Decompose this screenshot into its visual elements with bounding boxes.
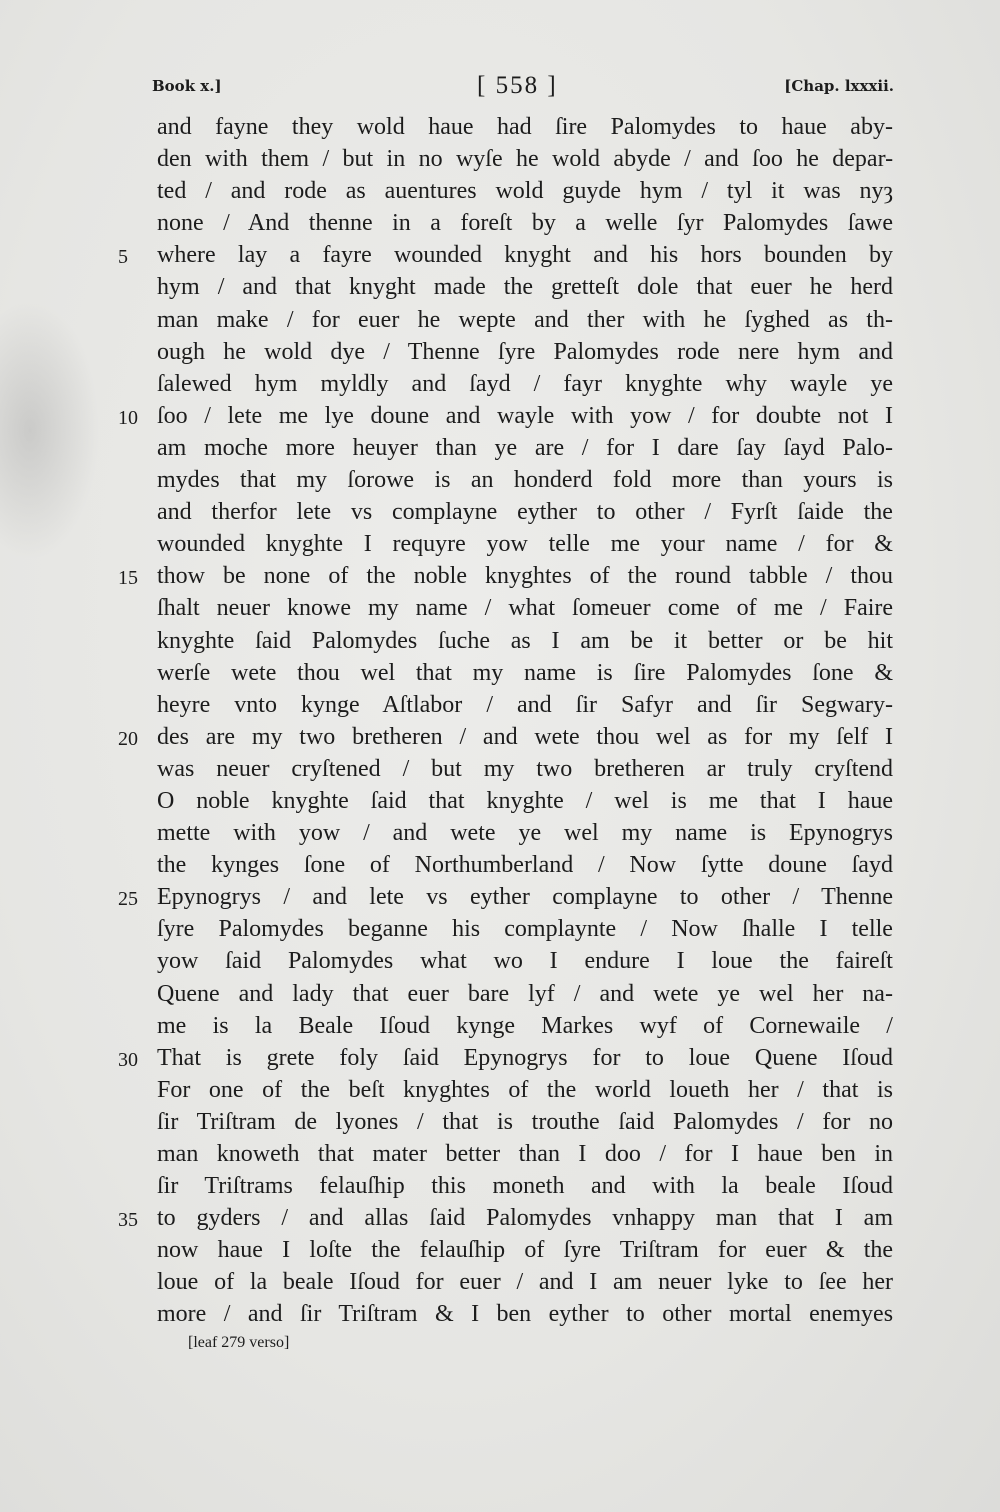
line-text: ſhalt neuer knowe my name / what ſomeuer come of me / Faire bbox=[157, 595, 894, 622]
line-text: none / And thenne in a foreſt by a welle ſyr Palomydes ſawe bbox=[157, 210, 894, 237]
text-line bbox=[0, 1010, 1000, 1042]
line-text: Epynogrys / and lete vs eyther complayne to other / Thenne bbox=[157, 884, 894, 911]
text-line bbox=[0, 400, 1000, 432]
text-line bbox=[0, 881, 1000, 913]
line-text: That is grete foly ſaid Epynogrys for to loue Quene Iſoud bbox=[157, 1044, 893, 1071]
line-text: mette with yow / and wete ye wel my name is Epynogrys bbox=[157, 820, 893, 847]
text-line bbox=[0, 625, 1000, 657]
line-number: 30 bbox=[118, 1048, 138, 1071]
book-label: Book x.] bbox=[152, 77, 222, 95]
leaf-note: [leaf 279 verso] bbox=[188, 1334, 290, 1351]
text-line bbox=[0, 721, 1000, 753]
text-line bbox=[0, 175, 1000, 207]
line-text: hym / and that knyght made the gretteſt dole that euer he herd bbox=[157, 274, 894, 301]
line-text: ſoo / lete me lye doune and wayle with yow / for doubte not I bbox=[157, 402, 893, 429]
text-line bbox=[0, 1106, 1000, 1138]
text-line bbox=[0, 432, 1000, 464]
line-text: wounded knyghte I requyre yow telle me your name / for & bbox=[157, 531, 893, 558]
line-text: mydes that my ſorowe is an honderd fold more than yours is bbox=[157, 467, 893, 494]
text-line bbox=[0, 111, 1000, 143]
line-text: ſir Triſtrams felauſhip this moneth and with la beale Iſoud bbox=[157, 1173, 894, 1200]
body-text bbox=[0, 111, 1000, 1331]
line-text: was neuer cryſtened / but my two bretheren ar truly cryſtend bbox=[157, 755, 894, 782]
line-text: more / and ſir Triſtram & I ben eyther to other mortal enemyes bbox=[157, 1301, 894, 1328]
line-text: ſyre Palomydes beganne his complaynte / Now ſhalle I telle bbox=[157, 916, 893, 943]
text-line bbox=[0, 1074, 1000, 1106]
text-line bbox=[0, 560, 1000, 592]
text-line bbox=[0, 1266, 1000, 1298]
line-text: O noble knyghte ſaid that knyghte / wel is me that I haue bbox=[157, 787, 894, 814]
line-text: ted / and rode as auentures wold guyde hym / tyl it was nyȝ bbox=[157, 178, 894, 205]
line-text: to gyders / and allas ſaid Palomydes vnhappy man that I am bbox=[157, 1205, 894, 1232]
text-line bbox=[0, 336, 1000, 368]
line-text: yow ſaid Palomydes what wo I endure I loue the faireſt bbox=[157, 948, 893, 975]
text-line bbox=[0, 368, 1000, 400]
text-line bbox=[0, 849, 1000, 881]
text-line bbox=[0, 657, 1000, 689]
text-line bbox=[0, 689, 1000, 721]
chapter-label: [Chap. lxxxii. bbox=[784, 77, 894, 95]
text-line bbox=[0, 1170, 1000, 1202]
line-text: For one of the beſt knyghtes of the world loueth her / that is bbox=[157, 1076, 893, 1103]
text-line bbox=[0, 913, 1000, 945]
text-line bbox=[0, 1202, 1000, 1234]
line-text: heyre vnto kynge Aſtlabor / and ſir Safyr and ſir Segwary- bbox=[157, 691, 893, 718]
text-line bbox=[0, 1138, 1000, 1170]
text-line bbox=[0, 464, 1000, 496]
text-line bbox=[0, 496, 1000, 528]
line-number: 15 bbox=[118, 567, 138, 590]
text-line bbox=[0, 207, 1000, 239]
line-text: loue of la beale Iſoud for euer / and I am neuer lyke to ſee her bbox=[157, 1269, 893, 1296]
line-text: ough he wold dye / Thenne ſyre Palomydes rode nere hym and bbox=[157, 338, 894, 365]
text-line bbox=[0, 304, 1000, 336]
line-text: me is la Beale Iſoud kynge Markes wyf of Cornewaile / bbox=[157, 1012, 893, 1039]
line-number: 10 bbox=[118, 406, 138, 429]
text-line bbox=[0, 239, 1000, 271]
page-number: [ 558 ] bbox=[477, 72, 558, 99]
text-line bbox=[0, 271, 1000, 303]
line-number: 20 bbox=[118, 727, 138, 750]
text-line bbox=[0, 528, 1000, 560]
line-number: 5 bbox=[118, 246, 128, 269]
line-text: man make / for euer he wepte and ther with he ſyghed as th- bbox=[157, 306, 893, 333]
line-text: the kynges ſone of Northumberland / Now ſytte doune ſayd bbox=[157, 852, 893, 879]
text-line bbox=[0, 1234, 1000, 1266]
text-line bbox=[0, 753, 1000, 785]
line-text: den with them / but in no wyſe he wold abyde / and ſoo he depar- bbox=[157, 146, 894, 173]
text-line bbox=[0, 592, 1000, 624]
line-text: thow be none of the noble knyghtes of the round tabble / thou bbox=[157, 563, 893, 590]
line-text: where lay a fayre wounded knyght and his hors bounden by bbox=[157, 242, 893, 269]
line-text: and therfor lete vs complayne eyther to other / Fyrſt ſaide the bbox=[157, 499, 893, 526]
line-number: 35 bbox=[118, 1209, 138, 1232]
text-line bbox=[0, 1042, 1000, 1074]
line-text: am moche more heuyer than ye are / for I dare ſay ſayd Palo- bbox=[157, 434, 893, 461]
line-text: ſalewed hym myldly and ſayd / fayr knyghte why wayle ye bbox=[157, 370, 893, 397]
text-line bbox=[0, 945, 1000, 977]
line-text: Quene and lady that euer bare lyf / and wete ye wel her na- bbox=[157, 980, 893, 1007]
line-text: and fayne they wold haue had ſire Palomydes to haue aby- bbox=[157, 114, 893, 140]
text-line bbox=[0, 817, 1000, 849]
text-line bbox=[0, 1298, 1000, 1330]
line-text: des are my two bretheren / and wete thou wel as for my ſelf I bbox=[157, 723, 894, 750]
line-text: knyghte ſaid Palomydes ſuche as I am be it better or be hit bbox=[157, 627, 893, 654]
line-text: werſe wete thou wel that my name is ſire Palomydes ſone & bbox=[157, 659, 893, 686]
running-header bbox=[152, 72, 894, 102]
line-number: 25 bbox=[118, 888, 138, 911]
text-line bbox=[0, 785, 1000, 817]
line-text: ſir Triſtram de lyones / that is trouthe ſaid Palomydes / for no bbox=[157, 1108, 893, 1135]
line-text: now haue I loſte the felauſhip of ſyre Triſtram for euer & the bbox=[157, 1237, 894, 1264]
text-line bbox=[0, 143, 1000, 175]
line-text: man knoweth that mater better than I doo / for I haue ben in bbox=[157, 1141, 894, 1167]
text-line bbox=[0, 978, 1000, 1010]
